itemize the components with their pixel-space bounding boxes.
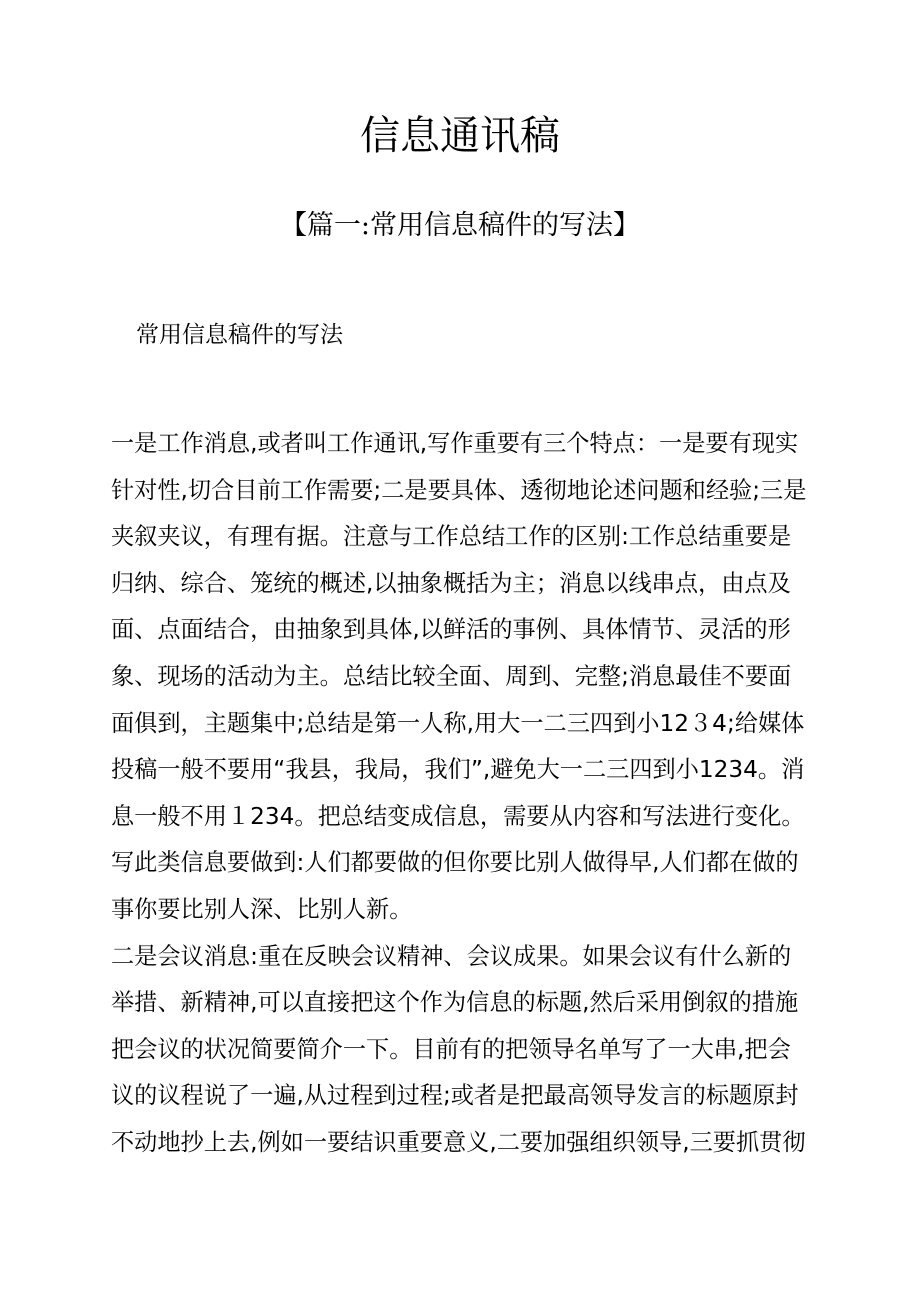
text-line: 二是会议消息:重在反映会议精神、会议成果。如果会议有什么新的 [111,942,792,970]
document-body [111,421,811,1167]
text-line: 息一般不用１234。把总结变成信息，需要从内容和写法进行变化。 [111,802,805,830]
paragraph-meeting-news [111,934,811,1167]
text-line: 不动地抄上去,例如一要结识重要意义,二要加强组织领导,三要抓贯彻 [111,1128,806,1156]
paragraph-work-news [111,421,811,934]
document-title: 信息通讯稿 [360,113,560,159]
text-line: 把会议的状况简要简介一下。目前有的把领导名单写了一大串,把会 [111,1035,791,1063]
text-line: 针对性,切合目前工作需要;二是要具体、透彻地论述问题和经验;三是 [111,476,807,504]
text-line: 面俱到，主题集中;总结是第一人称,用大一二三四到小12３4;给媒体 [111,709,805,737]
text-line: 议的议程说了一遍,从过程到过程;或者是把最高领导发言的标题原封 [111,1082,799,1110]
text-line: 写此类信息要做到:人们都要做的但你要比别人做得早,人们都在做的 [111,849,799,877]
text-line: 事你要比别人深、比别人新。 [111,895,413,923]
text-line: 象、现场的活动为主。总结比较全面、周到、完整;消息最佳不要面 [111,662,792,690]
section-heading: 常用信息稿件的写法 [136,322,343,348]
text-line: 投稿一般不要用“我县，我局，我们”,避免大一二三四到小1234。消 [111,756,805,784]
document-subtitle: 【篇一:常用信息稿件的写法】 [279,210,641,241]
text-line: 举措、新精神,可以直接把这个作为信息的标题,然后采用倒叙的措施 [111,989,799,1017]
text-line: 归纳、综合、笼统的概述,以抽象概括为主；消息以线串点，由点及 [111,569,791,597]
text-line: 一是工作消息,或者叫工作通讯,写作重要有三个特点：一是要有现实 [111,430,799,457]
text-line: 夹叙夹议，有理有据。注意与工作总结工作的区别:工作总结重要是 [111,523,792,551]
text-line: 面、点面结合，由抽象到具体,以鲜活的事例、具体情节、灵活的形 [111,616,791,644]
